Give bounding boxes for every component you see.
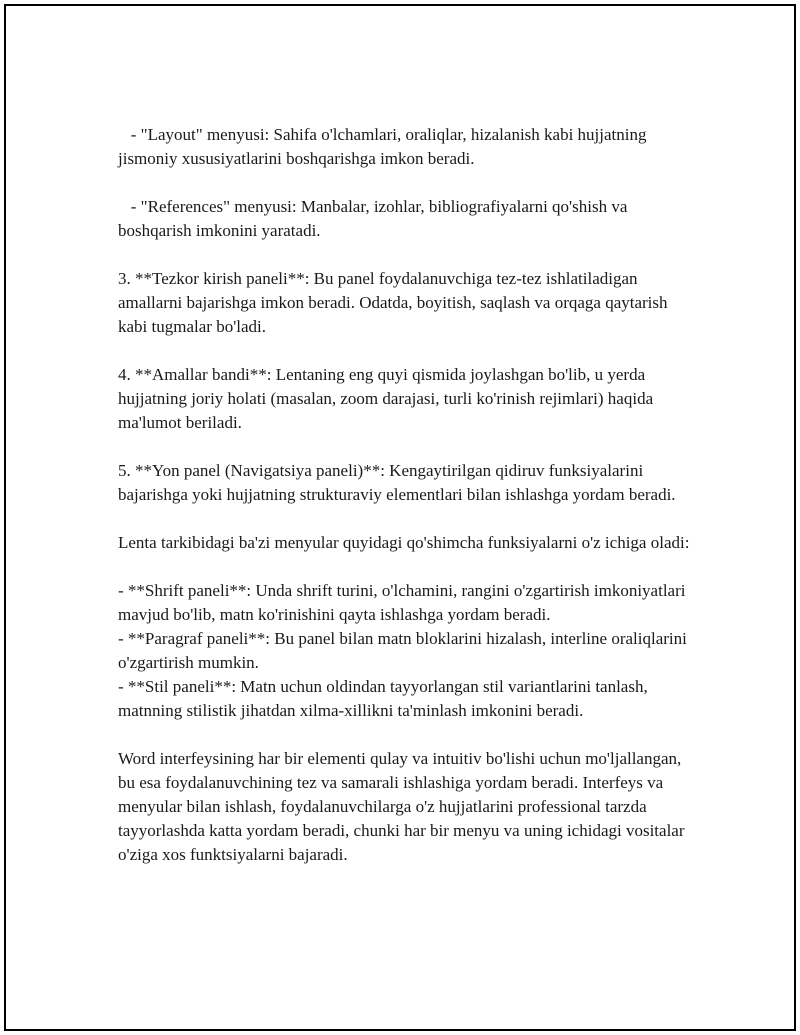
paragraph-spacer (118, 723, 698, 747)
document-page (4, 4, 796, 1031)
list-item-font-panel: - **Shrift paneli**: Unda shrift turini, o'lchamini, rangini o'zgartirish imkoniyatlari mavjud bo'lib, matn ko'rinishini qayta ishlashga yordam beradi. (118, 581, 690, 624)
paragraph-spacer (118, 507, 698, 531)
list-item-paragraph-panel: - **Paragraf paneli**: Bu panel bilan matn bloklarini hizalash, interline oraliqlarini o'zgartirish mumkin. (118, 629, 692, 672)
paragraph-spacer (118, 243, 698, 267)
paragraph-spacer (118, 339, 698, 363)
paragraph-side-panel: 5. **Yon panel (Navigatsiya paneli)**: Kengaytirilgan qidiruv funksiyalarini bajarishga yoki hujjatning strukturaviy elementlari bilan ishlashga yordam beradi. (118, 461, 676, 504)
document-body (118, 123, 698, 867)
paragraph-spacer (118, 171, 698, 195)
paragraph-status-bar: 4. **Amallar bandi**: Lentaning eng quyi qismida joylashgan bo'lib, u yerda hujjatning joriy holati (masalan, zoom darajasi, turli ko'rinish rejimlari) haqida ma'lumot beriladi. (118, 365, 658, 432)
list-item-style-panel: - **Stil paneli**: Matn uchun oldindan tayyorlangan stil variantlarini tanlash, matnning stilistik jihatdan xilma-xillikni ta'minlash imkonini beradi. (118, 677, 652, 720)
paragraph-quick-access: 3. **Tezkor kirish paneli**: Bu panel foydalanuvchiga tez-tez ishlatiladigan amallarni bajarishga imkon beradi. Odatda, boyitish, saqlash va orqaga qaytarish kabi tugmalar bo'ladi. (118, 269, 672, 336)
paragraph-layout-menu: - "Layout" menyusi: Sahifa o'lchamlari, oraliqlar, hizalanish kabi hujjatning jismoniy xususiyatlarini boshqarishga imkon beradi. (118, 125, 651, 168)
paragraph-conclusion: Word interfeysining har bir elementi qulay va intuitiv bo'lishi uchun mo'ljallangan, bu esa foydalanuvchining tez va samarali ishlashiga yordam beradi. Interfeys va menyular bilan ishlash, foydalanuvchilarga o'z hujjatlarini professional tarzda tayyorlashda katta yordam beradi, chunki har bir menyu va uning ichidagi vositalar o'ziga xos funktsiyalarni bajaradi. (118, 749, 689, 864)
paragraph-references-menu: - "References" menyusi: Manbalar, izohlar, bibliografiyalarni qo'shish va boshqarish imkonini yaratadi. (118, 197, 632, 240)
paragraph-ribbon-intro: Lenta tarkibidagi ba'zi menyular quyidagi qo'shimcha funksiyalarni o'z ichiga oladi: (118, 533, 690, 552)
paragraph-spacer (118, 435, 698, 459)
paragraph-spacer (118, 555, 698, 579)
